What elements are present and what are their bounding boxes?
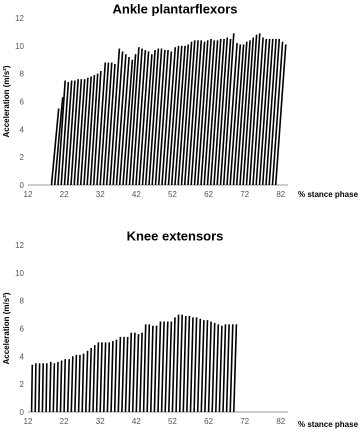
series-line <box>35 363 36 412</box>
series-line <box>187 316 190 412</box>
series-line <box>86 351 88 412</box>
y-tick-label: 8 <box>19 296 24 306</box>
y-tick-label: 2 <box>19 153 24 163</box>
series-line <box>50 362 51 412</box>
series-line <box>64 359 65 412</box>
series-line <box>223 324 226 412</box>
y-tick-label: 6 <box>19 324 24 334</box>
series-line <box>136 334 138 412</box>
y-tick-label: 4 <box>19 125 24 135</box>
y-tick-label: 10 <box>15 41 24 51</box>
series-line <box>154 326 156 412</box>
series-line <box>169 322 172 413</box>
series-line <box>61 361 62 413</box>
chart-panel-1 <box>2 1 359 199</box>
series-line <box>133 333 135 412</box>
x-tick-label: 22 <box>59 190 69 199</box>
series-line <box>75 355 77 412</box>
series-line <box>107 342 109 412</box>
series-line <box>140 333 142 412</box>
series-line <box>176 315 179 412</box>
series-line <box>212 323 215 412</box>
series-line <box>57 362 58 412</box>
series-line <box>122 337 124 412</box>
y-tick-label: 8 <box>19 69 24 79</box>
x-tick-label: 42 <box>131 417 141 426</box>
series-line <box>100 342 102 412</box>
series-line <box>71 356 73 412</box>
series-line <box>68 359 70 412</box>
y-tick-label: 4 <box>19 352 24 362</box>
series-line <box>172 317 175 412</box>
chart-title: Knee extensors <box>126 228 224 244</box>
y-axis-label: Acceleration (m/s²) <box>2 65 11 138</box>
series-line <box>201 320 204 412</box>
series-line <box>97 342 99 412</box>
series-line <box>93 345 95 412</box>
x-tick-label: 22 <box>59 417 69 426</box>
x-tick-label: 82 <box>276 417 286 426</box>
x-tick-label: 62 <box>204 190 214 199</box>
chart-title: Ankle plantarflexors <box>112 1 238 17</box>
series-line <box>191 317 194 412</box>
y-tick-label: 0 <box>19 408 24 417</box>
series-line <box>118 337 120 412</box>
series-line <box>180 315 183 412</box>
series-line <box>79 355 80 412</box>
series-line <box>219 326 222 412</box>
series-line <box>42 363 43 412</box>
y-axis-label: Acceleration (m/s²) <box>2 292 11 365</box>
series-line <box>198 319 201 412</box>
x-tick-label: 12 <box>23 417 33 426</box>
x-tick-label: 32 <box>95 417 105 426</box>
series-line <box>111 341 113 412</box>
series-line <box>183 316 186 412</box>
series-line <box>89 348 91 412</box>
series-line <box>115 340 117 412</box>
x-tick-label: 12 <box>23 190 33 199</box>
x-tick-label: 82 <box>276 190 286 199</box>
series-line <box>126 337 128 412</box>
y-tick-label: 12 <box>15 14 24 23</box>
series-line <box>205 320 208 412</box>
series-line <box>162 322 165 413</box>
x-tick-label: 42 <box>131 190 141 199</box>
x-tick-label: 62 <box>204 417 214 426</box>
y-tick-label: 10 <box>15 268 24 278</box>
series-line <box>165 322 168 413</box>
series-line <box>158 322 161 413</box>
series-line <box>39 363 40 412</box>
series-line <box>227 324 230 412</box>
x-axis-label: % stance phase <box>298 420 359 429</box>
series-line <box>129 333 131 412</box>
y-tick-label: 6 <box>19 97 24 107</box>
series-line <box>82 354 83 412</box>
series-line <box>194 317 197 412</box>
series-line <box>144 324 146 412</box>
series-line <box>147 324 149 412</box>
series-line <box>53 363 54 412</box>
series-line <box>234 324 237 412</box>
series-line <box>230 324 233 412</box>
x-tick-label: 72 <box>240 417 250 426</box>
x-tick-label: 52 <box>167 190 177 199</box>
series-line <box>151 326 153 412</box>
series-line <box>209 322 212 413</box>
x-tick-label: 72 <box>240 190 250 199</box>
y-tick-label: 2 <box>19 380 24 390</box>
y-tick-label: 0 <box>19 181 24 190</box>
y-tick-label: 12 <box>15 241 24 250</box>
series-line <box>104 342 106 412</box>
x-tick-label: 52 <box>167 417 177 426</box>
x-axis-label: % stance phase <box>298 190 359 199</box>
x-tick-label: 32 <box>95 190 105 199</box>
series-line <box>32 365 33 412</box>
series-line <box>46 363 47 412</box>
chart-panel-2 <box>2 228 359 429</box>
series-line <box>216 324 219 412</box>
